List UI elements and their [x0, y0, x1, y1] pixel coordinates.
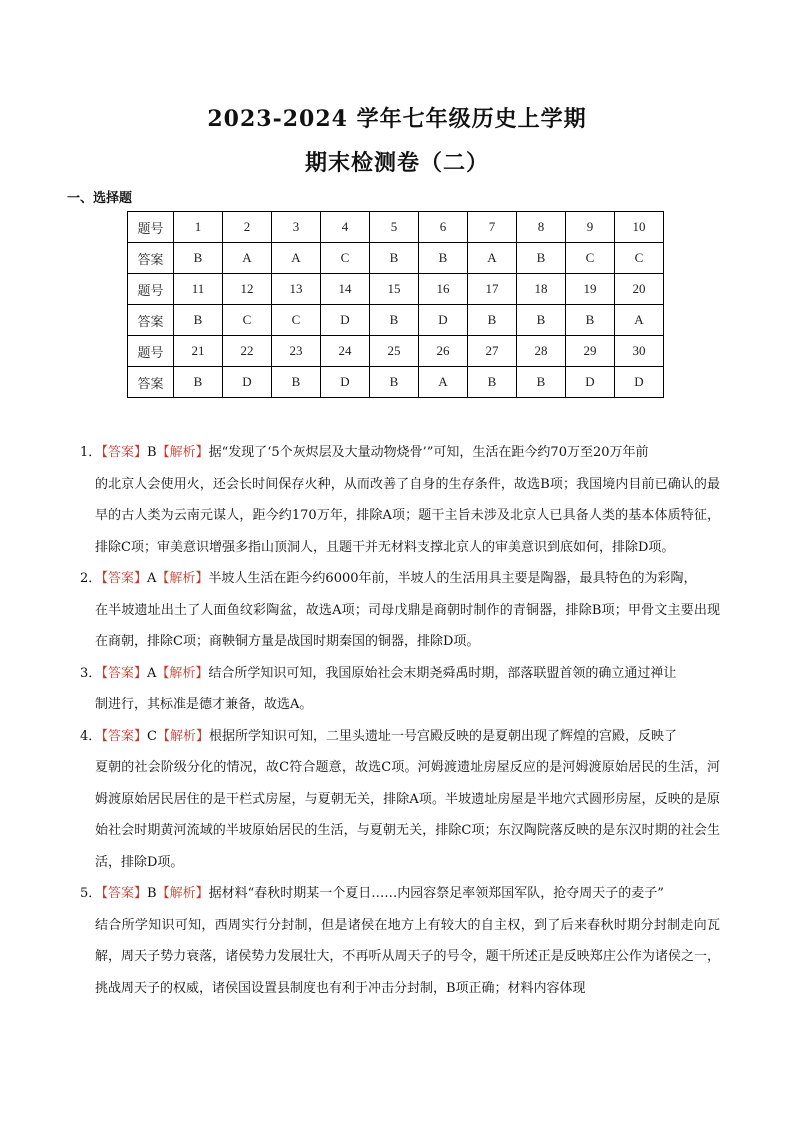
explanation-item — [80, 563, 720, 658]
question-number-cell: 24 — [321, 336, 370, 367]
question-number-cell: 8 — [517, 212, 566, 243]
question-number-cell: 18 — [517, 274, 566, 305]
answer-cell: B — [272, 367, 321, 398]
answer-row — [128, 367, 664, 398]
item-number: 1． — [80, 445, 102, 460]
question-number-cell: 22 — [223, 336, 272, 367]
analysis-continuation: 结合所学知识可知，西周实行分封制，但是诸侯在地方上有较大的自主权，到了后来春秋时期分封制走向瓦解，周天子势力衰落，诸侯势力发展壮大，不再听从周天子的号令，题干所述正是反映郑庄公作为诸侯之一，挑战周天子的权威，诸侯国设置县制度也有利于冲击分封制，B项正确；材料内容体现 — [95, 917, 720, 996]
question-number-cell: 2 — [223, 212, 272, 243]
answer-tag: 【答案】 — [95, 445, 148, 460]
item-answer: A — [147, 571, 157, 586]
answer-row — [128, 243, 664, 274]
answer-cell: A — [272, 243, 321, 274]
answer-row-label: 答案 — [128, 367, 174, 398]
answer-tag: 【答案】 — [95, 571, 148, 586]
answer-cell: B — [174, 367, 223, 398]
item-answer: A — [147, 665, 157, 681]
question-number-row — [128, 212, 664, 243]
analysis-continuation: 夏朝的社会阶级分化的情况，故C符合题意，故选C项。河姆渡遗址房屋反应的是河姆渡原始居民的生活，河姆渡原始居民居住的是干栏式房屋，与夏朝无关，排除A项。半坡遗址房屋是半地穴式圆形房屋，反映的是原始社会时期黄河流域的半坡原始居民的生活，与夏朝无关，排除C项；东汉陶院落反映的是东汉时期的社会生活，排除D项。 — [95, 760, 720, 870]
question-number-row — [128, 336, 664, 367]
answer-row-label: 答案 — [128, 243, 174, 274]
answer-cell: C — [615, 243, 664, 274]
question-number-cell: 9 — [566, 212, 615, 243]
answer-cell: B — [370, 243, 419, 274]
question-number-cell: 27 — [468, 336, 517, 367]
item-number: 3． — [80, 665, 102, 681]
analysis-first-line: 据“发现了‘5个灰烬层及大量动物烧骨’”可知，生活在距今约70万至20万年前 — [208, 445, 649, 460]
question-number-cell: 26 — [419, 336, 468, 367]
answer-cell: B — [468, 367, 517, 398]
answer-cell: B — [419, 243, 468, 274]
analysis-tag: 【解析】 — [156, 665, 209, 681]
answer-cell: B — [517, 305, 566, 336]
analysis-first-line: 根据所学知识可知，二里头遗址一号宫殿反映的是夏朝出现了辉煌的宫殿，反映了 — [208, 728, 677, 744]
section-heading: 一、选择题 — [67, 191, 133, 206]
question-number-cell: 14 — [321, 274, 370, 305]
question-number-cell: 25 — [370, 336, 419, 367]
answer-row — [128, 305, 664, 336]
answer-cell: D — [419, 305, 468, 336]
answer-tag: 【答案】 — [95, 728, 148, 744]
analysis-tag: 【解析】 — [156, 445, 209, 460]
explanation-item — [80, 437, 720, 563]
question-number-cell: 30 — [615, 336, 664, 367]
answer-cell: D — [223, 367, 272, 398]
question-number-cell: 15 — [370, 274, 419, 305]
answer-cell: A — [468, 243, 517, 274]
answer-cell: B — [174, 243, 223, 274]
question-number-row-label: 题号 — [128, 336, 174, 367]
answer-cell: A — [223, 243, 272, 274]
analysis-tag: 【解析】 — [156, 728, 209, 744]
answer-cell: B — [566, 305, 615, 336]
answer-cell: B — [517, 367, 566, 398]
question-number-cell: 6 — [419, 212, 468, 243]
question-number-cell: 20 — [615, 274, 664, 305]
answer-cell: D — [321, 367, 370, 398]
question-number-cell: 21 — [174, 336, 223, 367]
answer-cell: A — [419, 367, 468, 398]
answer-cell: B — [517, 243, 566, 274]
answer-cell: B — [174, 305, 223, 336]
question-number-row — [128, 274, 664, 305]
analysis-continuation: 在半坡遗址出土了人面鱼纹彩陶盆，故选A项；司母戊鼎是商朝时制作的青铜器，排除B项；甲骨文主要出现在商朝，排除C项；商鞅铜方量是战国时期秦国的铜器，排除D项。 — [95, 602, 720, 649]
question-number-cell: 5 — [370, 212, 419, 243]
page-title-line2: 期末检测卷（二） — [304, 150, 489, 176]
item-number: 5． — [80, 886, 102, 901]
item-answer: B — [147, 886, 157, 901]
answer-cell: D — [321, 305, 370, 336]
answer-table — [127, 211, 664, 398]
answer-cell: D — [615, 367, 664, 398]
item-number: 2． — [80, 571, 102, 586]
question-number-cell: 10 — [615, 212, 664, 243]
question-number-cell: 13 — [272, 274, 321, 305]
question-number-cell: 17 — [468, 274, 517, 305]
item-answer: B — [147, 445, 157, 460]
explanation-item — [80, 878, 720, 1004]
explanation-item — [80, 721, 720, 879]
explanation-item — [80, 658, 720, 721]
answer-cell: A — [615, 305, 664, 336]
analysis-tag: 【解析】 — [156, 886, 209, 901]
answer-cell: C — [566, 243, 615, 274]
answer-row-label: 答案 — [128, 305, 174, 336]
question-number-cell: 11 — [174, 274, 223, 305]
question-number-cell: 3 — [272, 212, 321, 243]
answer-tag: 【答案】 — [95, 665, 148, 681]
answer-cell: D — [566, 367, 615, 398]
item-answer: C — [147, 728, 157, 744]
analysis-first-line: 据材料“春秋时期某一个夏日……内园容祭足率领郑国军队，抢夺周天子的麦子” — [208, 886, 664, 901]
answer-cell: B — [370, 367, 419, 398]
question-number-row-label: 题号 — [128, 274, 174, 305]
item-number: 4． — [80, 728, 102, 744]
analysis-first-line: 结合所学知识可知，我国原始社会末期尧舜禹时期，部落联盟首领的确立通过禅让 — [208, 665, 677, 681]
answer-cell: C — [272, 305, 321, 336]
page-title-line1: 2023-2024 学年七年级历史上学期 — [207, 106, 587, 132]
analysis-first-line: 半坡人生活在距今约6000年前，半坡人的生活用具主要是陶器，最具特色的为彩陶， — [208, 571, 697, 586]
answer-cell: C — [223, 305, 272, 336]
analysis-continuation: 的北京人会使用火，还会长时间保存火种，从而改善了自身的生存条件，故选B项；我国境内目前已确认的最早的古人类为云南元谋人，距今约170万年，排除A项；题干主旨未涉及北京人已具备人类的基本体质特征，排除C项；审美意识增强多指山顶洞人，且题干并无材料支撑北京人的审美意识到底如何，排除D项。 — [95, 476, 720, 555]
question-number-cell: 16 — [419, 274, 468, 305]
answer-cell: C — [321, 243, 370, 274]
question-number-row-label: 题号 — [128, 212, 174, 243]
answer-tag: 【答案】 — [95, 886, 148, 901]
answer-cell: B — [370, 305, 419, 336]
analysis-continuation: 制进行，其标准是德才兼备，故选A。 — [95, 697, 313, 712]
question-number-cell: 28 — [517, 336, 566, 367]
analysis-tag: 【解析】 — [156, 571, 209, 586]
question-number-cell: 29 — [566, 336, 615, 367]
answer-cell: B — [468, 305, 517, 336]
explanation-list — [80, 437, 720, 1004]
question-number-cell: 1 — [174, 212, 223, 243]
question-number-cell: 23 — [272, 336, 321, 367]
question-number-cell: 4 — [321, 212, 370, 243]
question-number-cell: 12 — [223, 274, 272, 305]
question-number-cell: 19 — [566, 274, 615, 305]
question-number-cell: 7 — [468, 212, 517, 243]
